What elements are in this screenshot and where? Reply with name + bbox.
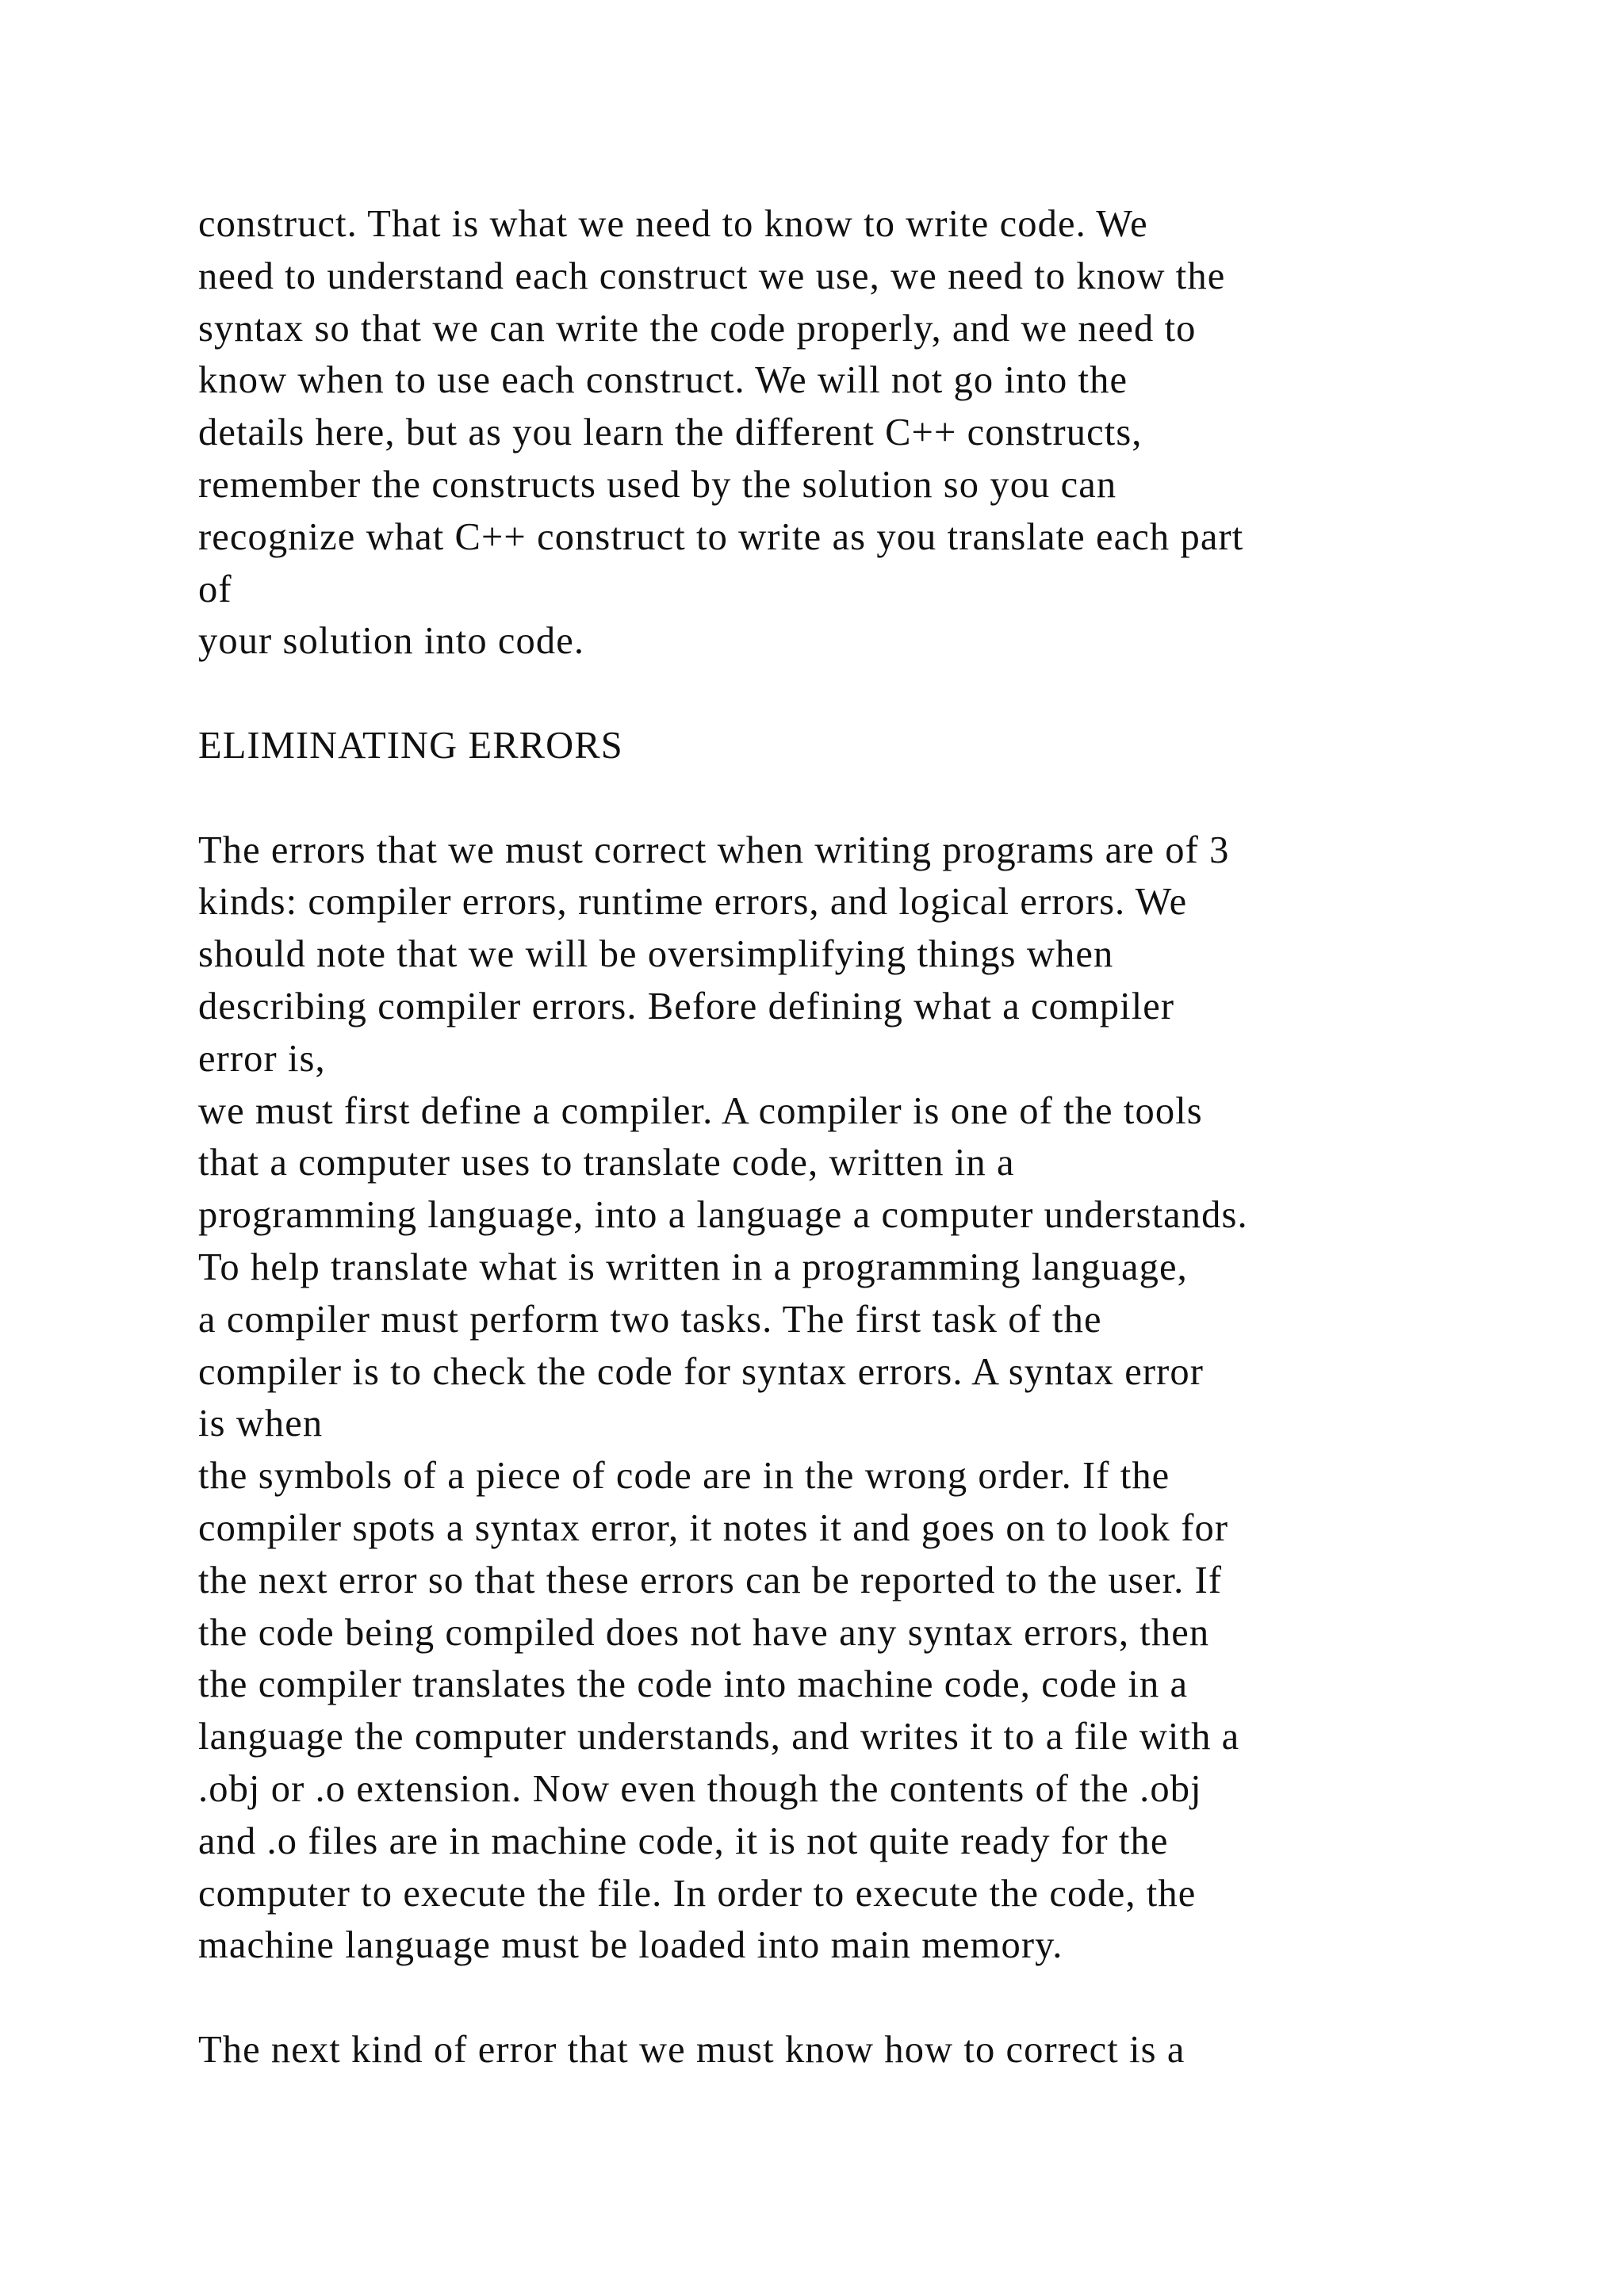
- document-text: [198, 198, 1546, 2076]
- text-line: compiler spots a syntax error, it notes it and goes on to look for: [198, 1506, 1229, 1549]
- text-line: need to understand each construct we use, we need to know the: [198, 254, 1226, 297]
- text-line: and .o files are in machine code, it is not quite ready for the: [198, 1820, 1169, 1862]
- text-line: To help translate what is written in a programming language,: [198, 1246, 1188, 1288]
- text-line: remember the constructs used by the solution so you can: [198, 463, 1117, 506]
- text-line: programming language, into a language a computer understands.: [198, 1194, 1248, 1237]
- section-heading: ELIMINATING ERRORS: [198, 724, 623, 767]
- text-line: should note that we will be oversimplifying things when: [198, 933, 1114, 976]
- text-line: computer to execute the file. In order to execute the code, the: [198, 1872, 1197, 1915]
- text-line: that a computer uses to translate code, written in a: [198, 1142, 1015, 1184]
- text-line: is when: [198, 1402, 324, 1445]
- text-line: construct. That is what we need to know to write code. We: [198, 203, 1148, 245]
- text-line: kinds: compiler errors, runtime errors, and logical errors. We: [198, 881, 1188, 924]
- text-line: your solution into code.: [198, 620, 585, 663]
- text-line: .obj or .o extension. Now even though the contents of the .obj: [198, 1767, 1202, 1810]
- blank-line: [198, 668, 1546, 720]
- text-line: describing compiler errors. Before defining what a compiler: [198, 985, 1175, 1027]
- text-line: of: [198, 568, 232, 610]
- text-line: details here, but as you learn the different C++ constructs,: [198, 411, 1143, 454]
- blank-line: [198, 1972, 1546, 2024]
- text-line: know when to use each construct. We will not go into the: [198, 359, 1128, 402]
- text-line: the code being compiled does not have any syntax errors, then: [198, 1611, 1210, 1654]
- text-line: the compiler translates the code into machine code, code in a: [198, 1663, 1189, 1706]
- blank-line: [198, 772, 1546, 825]
- text-line: machine language must be loaded into main memory.: [198, 1924, 1063, 1967]
- text-line: we must first define a compiler. A compiler is one of the tools: [198, 1089, 1203, 1132]
- text-line: The next kind of error that we must know how to correct is a: [198, 2028, 1185, 2071]
- text-line: a compiler must perform two tasks. The first task of the: [198, 1298, 1102, 1341]
- text-line: The errors that we must correct when writing programs are of 3: [198, 828, 1230, 871]
- text-line: the symbols of a piece of code are in the wrong order. If the: [198, 1455, 1170, 1498]
- text-line: the next error so that these errors can be reported to the user. If: [198, 1559, 1223, 1601]
- text-line: error is,: [198, 1037, 326, 1080]
- text-line: syntax so that we can write the code properly, and we need to: [198, 307, 1197, 350]
- text-line: compiler is to check the code for syntax errors. A syntax error: [198, 1350, 1204, 1393]
- text-line: recognize what C++ construct to write as you translate each part: [198, 515, 1244, 558]
- text-line: language the computer understands, and writes it to a file with a: [198, 1716, 1240, 1758]
